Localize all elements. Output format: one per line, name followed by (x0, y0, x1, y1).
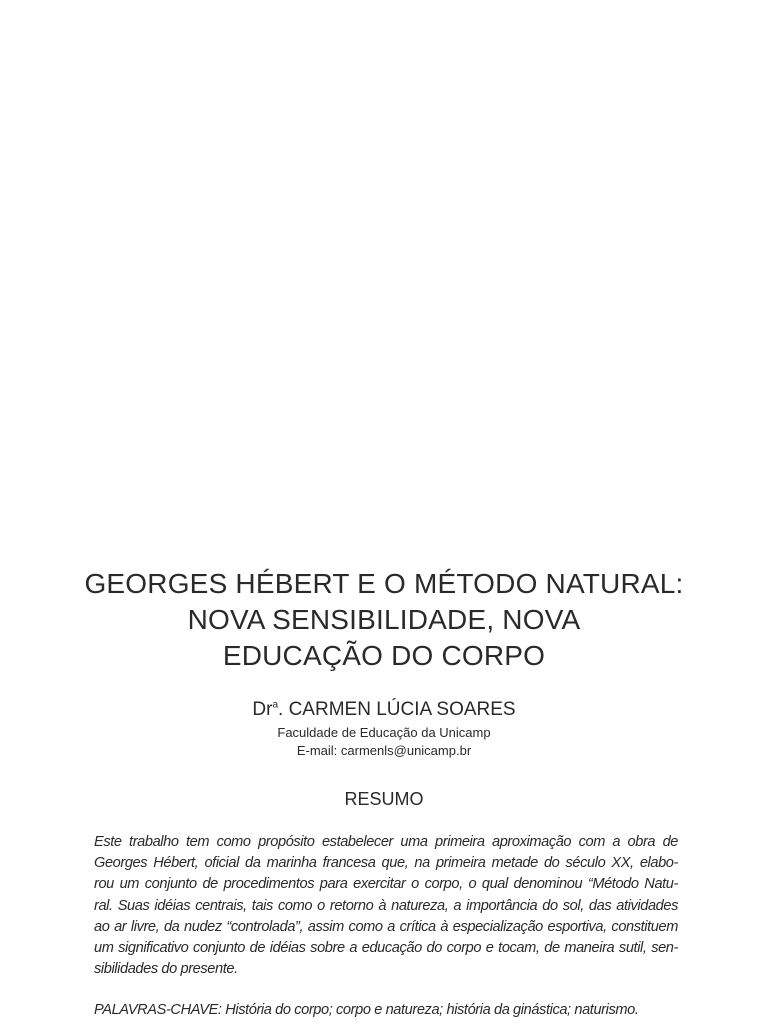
abstract-line: Este trabalho tem como propósito estabelecer uma primeira aproximação com a obra de (94, 834, 678, 850)
title-line: GEORGES HÉBERT E O MÉTODO NATURAL: (84, 567, 684, 599)
abstract-line: rou um conjunto de procedimentos para exercitar o corpo, o qual denominou “Método Natu- (94, 876, 678, 893)
institution: Faculdade de Educação da Unicamp (277, 725, 491, 740)
abstract-body (94, 832, 678, 980)
abstract-line: Georges Hébert, oficial da marinha francesa que, na primeira metade do século XX, elabo- (94, 855, 678, 872)
abstract-line: ao ar livre, da nudez “controlada”, assim como a crítica à especialização esportiva, constituem (94, 918, 678, 935)
abstract-line: ral. Suas idéias centrais, tais como o retorno à natureza, a importância do sol, das atividades (94, 897, 678, 914)
author-name (60, 698, 708, 722)
abstract-line: um significativo conjunto de idéias sobre a educação do corpo e tocam, de maneira sutil, sen- (94, 940, 678, 957)
keywords: PALAVRAS-CHAVE: História do corpo; corpo e natureza; história da ginástica; naturismo. (94, 1002, 639, 1018)
email: E-mail: carmenls@unicamp.br (296, 743, 472, 758)
abstract-line: sibilidades do presente. (94, 961, 238, 978)
title-line: NOVA SENSIBILIDADE, NOVA (187, 603, 581, 635)
author-prefix: Dr (252, 699, 273, 720)
abstract-heading: RESUMO (344, 789, 424, 809)
author-affiliation (60, 724, 708, 760)
title-line: EDUCAÇÃO DO CORPO (222, 639, 546, 671)
article-title (60, 566, 708, 674)
author-superscript: a (272, 699, 279, 711)
author-full-name: . CARMEN LÚCIA SOARES (278, 699, 516, 720)
